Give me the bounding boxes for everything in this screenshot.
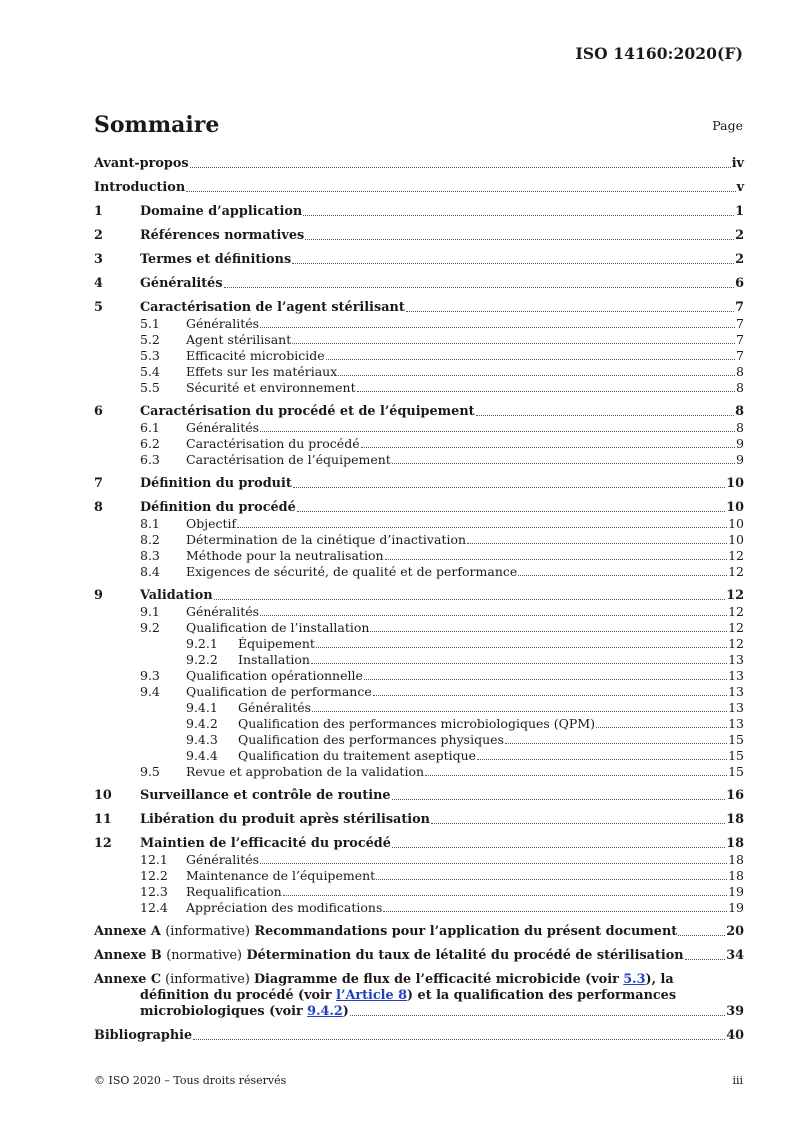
page-column-label: Page [712, 118, 743, 133]
toc-entry-title: Qualification de performance [186, 684, 372, 699]
toc-entry-number: 8.3 [140, 548, 160, 563]
dot-leader [305, 239, 734, 240]
toc-entry-title: Sécurité et environnement [186, 380, 356, 395]
toc-entry-title: Équipement [238, 636, 315, 651]
toc-entry[interactable] [94, 900, 744, 916]
toc-entry-number: 9.2.2 [186, 652, 218, 667]
toc-entry-title: Installation [238, 652, 310, 667]
annex-label: Annexe B [94, 948, 162, 963]
toc-entry-page: 7 [736, 316, 744, 331]
dot-leader [190, 167, 731, 168]
toc-entry-title: Efficacité microbicide [186, 348, 325, 363]
toc-entry[interactable] [94, 620, 744, 636]
toc-entry-page: 7 [735, 300, 744, 315]
dot-leader [224, 287, 735, 288]
toc-entry-title: Caractérisation de l’agent stérilisant [140, 300, 405, 315]
toc-entry-page: v [736, 180, 744, 195]
toc-entry-number: 5.3 [140, 348, 160, 363]
toc-entry-title: Qualification des performances physiques [238, 732, 504, 747]
bibliography-title: Bibliographie [94, 1028, 193, 1043]
toc-entry-page: 12 [726, 588, 744, 603]
toc-entry-page: 12 [728, 564, 744, 579]
toc-entry[interactable] [94, 788, 744, 804]
toc-entry-page: 10 [728, 532, 744, 547]
dot-leader [260, 615, 727, 616]
toc-entry-page: 8 [736, 380, 744, 395]
dot-leader [193, 1039, 725, 1040]
toc-entry-title: Caractérisation du procédé [186, 436, 360, 451]
dot-leader [293, 487, 725, 488]
toc-entry[interactable] [94, 436, 744, 452]
toc-entry[interactable] [94, 684, 744, 700]
toc-entry-number: 7 [94, 476, 103, 491]
toc-entry-title: Généralités [238, 700, 312, 715]
dot-leader [303, 215, 734, 216]
toc-entry-page: 8 [735, 404, 744, 419]
toc-entry-number: 12.3 [140, 884, 168, 899]
toc-entry-number: 8.1 [140, 516, 160, 531]
toc-entry-title: Termes et définitions [140, 252, 292, 267]
dot-leader [425, 775, 727, 776]
toc-entry-number: 6.1 [140, 420, 160, 435]
toc-entry[interactable] [94, 404, 744, 420]
toc-entry-number: 9.4 [140, 684, 160, 699]
dot-leader [476, 415, 735, 416]
toc-entry-title: Avant-propos [94, 156, 189, 171]
toc-entry-page: 7 [736, 332, 744, 347]
annex-page: 20 [726, 924, 744, 939]
toc-entry-page: 15 [728, 732, 744, 747]
toc-entry-title: Méthode pour la neutralisation [186, 548, 384, 563]
toc-entry-number: 9.3 [140, 668, 160, 683]
toc-entry[interactable] [94, 380, 744, 396]
toc-entry-page: 18 [728, 868, 744, 883]
dot-leader [406, 311, 734, 312]
toc-entry-page: 12 [728, 636, 744, 651]
dot-leader [237, 527, 727, 528]
toc-entry-page: 8 [736, 364, 744, 379]
link-9-4-2[interactable]: 9.4.2 [307, 1004, 343, 1019]
toc-entry-title: Requalification [186, 884, 282, 899]
toc-entry-number: 9.5 [140, 764, 160, 779]
toc-entry-page: 10 [726, 500, 744, 515]
dot-leader [316, 647, 727, 648]
toc-entry-number: 5.1 [140, 316, 160, 331]
toc-entry[interactable] [94, 252, 744, 268]
toc-entry[interactable] [94, 652, 744, 668]
dot-leader [596, 727, 727, 728]
bibliography-page: 40 [726, 1028, 744, 1043]
dot-leader [505, 743, 727, 744]
toc-entry[interactable] [94, 532, 744, 548]
dot-leader [518, 575, 727, 576]
toc-entry[interactable] [94, 732, 744, 748]
annex-kind: (informative) [165, 924, 250, 939]
toc-entry-page: 16 [726, 788, 744, 803]
toc-entry-title: Définition du produit [140, 476, 292, 491]
toc-entry-title: Généralités [140, 276, 223, 291]
toc-entry[interactable] [94, 276, 744, 292]
toc-entry-page: 12 [728, 604, 744, 619]
dot-leader [361, 447, 735, 448]
toc-entry[interactable] [94, 636, 744, 652]
toc-entry-title: Généralités [186, 604, 260, 619]
dot-leader [312, 711, 727, 712]
toc-entry-page: 18 [726, 812, 744, 827]
toc-entry-number: 6 [94, 404, 103, 419]
dot-leader [370, 631, 727, 632]
document-id: ISO 14160:2020(F) [575, 44, 743, 63]
toc-entry-page: 12 [728, 548, 744, 563]
annex-label: Annexe C [94, 972, 162, 987]
toc-entry[interactable] [94, 332, 744, 348]
dot-leader [376, 879, 727, 880]
toc-entry-title: Généralités [186, 852, 260, 867]
toc-entry-page: 13 [728, 652, 744, 667]
toc-entry-title: Qualification du traitement aseptique [238, 748, 477, 763]
toc-entry[interactable] [94, 748, 744, 764]
toc-entry-title: Références normatives [140, 228, 305, 243]
toc-entry[interactable] [94, 668, 744, 684]
toc-entry[interactable] [94, 764, 744, 780]
toc-entry-page: 18 [726, 836, 744, 851]
toc-entry-title: Définition du procédé [140, 500, 296, 515]
dot-leader [214, 599, 726, 600]
toc-entry[interactable] [94, 476, 744, 492]
dot-leader [311, 663, 727, 664]
dot-leader [260, 431, 735, 432]
annex-label: Annexe A [94, 924, 161, 939]
toc-entry-page: 7 [736, 348, 744, 363]
toc-entry-title: Caractérisation du procédé et de l’équipement [140, 404, 475, 419]
toc-entry-number: 8.2 [140, 532, 160, 547]
dot-leader [385, 559, 728, 560]
toc-entry-page: 2 [735, 228, 744, 243]
toc-entry-number: 9.2.1 [186, 636, 218, 651]
toc-entry-page: 15 [728, 764, 744, 779]
dot-leader [364, 679, 727, 680]
annex-page: 39 [726, 1004, 744, 1019]
toc-entry-page: 19 [728, 900, 744, 915]
toc-entry-page: 18 [728, 852, 744, 867]
annex-title-line3-end: ) [342, 1004, 349, 1019]
annex-title-line1: Diagramme de flux de l’efficacité microbicide (voir [253, 972, 624, 987]
toc-entry-title: Qualification des performances microbiologiques (QPM) [238, 716, 595, 731]
annex-kind: (normative) [166, 948, 243, 963]
toc-entry-page: iv [731, 156, 744, 171]
toc-entry-number: 9.1 [140, 604, 160, 619]
dot-leader [467, 543, 727, 544]
toc-entry-title: Qualification de l’installation [186, 620, 370, 635]
toc-entry-title: Revue et approbation de la validation [186, 764, 425, 779]
toc-entry-title: Maintien de l’efficacité du procédé [140, 836, 391, 851]
toc-entry[interactable] [94, 316, 744, 332]
toc-entry[interactable] [94, 348, 744, 364]
toc-entry-number: 4 [94, 276, 103, 291]
toc-entry-title: Introduction [94, 180, 186, 195]
page-title: Sommaire [94, 112, 220, 138]
toc-entry-number: 12.1 [140, 852, 168, 867]
toc-entry[interactable] [94, 300, 744, 316]
toc-entry-title: Généralités [186, 420, 260, 435]
bibliography-entry[interactable] [94, 1028, 744, 1044]
toc-entry-page: 1 [735, 204, 744, 219]
toc-entry-number: 5 [94, 300, 103, 315]
toc-entry-number: 12.4 [140, 900, 168, 915]
dot-leader [383, 911, 727, 912]
toc-entry-page: 12 [728, 620, 744, 635]
toc-entry-title: Effets sur les matériaux [186, 364, 338, 379]
toc-entry-number: 12.2 [140, 868, 168, 883]
toc-entry-page: 19 [728, 884, 744, 899]
toc-entry-page: 9 [736, 452, 744, 467]
toc-entry-page: 9 [736, 436, 744, 451]
toc-entry[interactable] [94, 500, 744, 516]
toc-entry-title: Appréciation des modifications [186, 900, 383, 915]
dot-leader [186, 191, 735, 192]
toc-entry-number: 1 [94, 204, 103, 219]
toc-entry-title: Caractérisation de l’équipement [186, 452, 391, 467]
annex-c-entry[interactable] [94, 972, 744, 1020]
dot-leader [260, 327, 735, 328]
toc-entry[interactable] [94, 700, 744, 716]
annex-title-punct: ), la [645, 972, 674, 987]
annex-title-line2: définition du procédé (voir [140, 988, 337, 1003]
toc-entry-number: 9.2 [140, 620, 160, 635]
toc-entry-number: 5.4 [140, 364, 160, 379]
link-5-3[interactable]: 5.3 [623, 972, 646, 987]
annex-title-line2-end: ) et la qualification des performances [407, 988, 677, 1003]
annex-kind: (informative) [165, 972, 250, 987]
dot-leader [292, 343, 735, 344]
toc-entry-page: 2 [735, 252, 744, 267]
footer-copyright: © ISO 2020 – Tous droits réservés [94, 1074, 287, 1087]
annex-b-entry[interactable] [94, 948, 744, 964]
toc-entry-page: 13 [728, 684, 744, 699]
toc-entry-number: 9.4.3 [186, 732, 218, 747]
toc-entry-number: 5.2 [140, 332, 160, 347]
toc-entry-title: Objectif [186, 516, 237, 531]
table-of-contents [94, 156, 744, 1044]
toc-entry-number: 9 [94, 588, 103, 603]
toc-entry-page: 13 [728, 668, 744, 683]
toc-entry[interactable] [94, 364, 744, 380]
dot-leader [283, 895, 727, 896]
toc-entry-page: 6 [735, 276, 744, 291]
toc-entry-number: 9.4.1 [186, 700, 218, 715]
dot-leader [431, 823, 725, 824]
toc-entry[interactable] [94, 548, 744, 564]
toc-entry-page: 8 [736, 420, 744, 435]
footer-page-number: iii [732, 1074, 743, 1087]
toc-entry-title: Surveillance et contrôle de routine [140, 788, 391, 803]
dot-leader [392, 799, 726, 800]
dot-leader [392, 847, 725, 848]
toc-entry-number: 9.4.2 [186, 716, 218, 731]
dot-leader [392, 463, 735, 464]
toc-entry[interactable] [94, 588, 744, 604]
toc-entry[interactable] [94, 868, 744, 884]
toc-entry[interactable] [94, 420, 744, 436]
toc-entry-title: Maintenance de l’équipement [186, 868, 376, 883]
dot-leader [292, 263, 734, 264]
dot-leader [678, 935, 725, 936]
dot-leader [260, 863, 727, 864]
toc-entry-page: 13 [728, 716, 744, 731]
toc-entry-number: 11 [94, 812, 112, 827]
annex-page: 34 [726, 948, 744, 963]
dot-leader [338, 375, 735, 376]
toc-entry[interactable] [94, 452, 744, 468]
toc-entry-number: 3 [94, 252, 103, 267]
toc-entry[interactable] [94, 836, 744, 852]
toc-entry-title: Généralités [186, 316, 260, 331]
toc-entry-page: 13 [728, 700, 744, 715]
toc-entry-number: 8.4 [140, 564, 160, 579]
link-article-8[interactable]: l’Article 8 [336, 988, 408, 1003]
toc-entry[interactable] [94, 852, 744, 868]
annex-a-entry[interactable] [94, 924, 744, 940]
annex-title: Détermination du taux de létalité du procédé de stérilisation [246, 948, 684, 963]
toc-entry-page: 10 [726, 476, 744, 491]
toc-entry-number: 9.4.4 [186, 748, 218, 763]
dot-leader [685, 959, 726, 960]
toc-entry-page: 10 [728, 516, 744, 531]
toc-entry-title: Exigences de sécurité, de qualité et de performance [186, 564, 518, 579]
toc-entry[interactable] [94, 812, 744, 828]
toc-entry-page: 15 [728, 748, 744, 763]
dot-leader [297, 511, 725, 512]
dot-leader [357, 391, 735, 392]
toc-entry[interactable] [94, 564, 744, 580]
toc-entry[interactable] [94, 716, 744, 732]
toc-entry-number: 5.5 [140, 380, 160, 395]
toc-entry[interactable] [94, 228, 744, 244]
annex-title-line3: microbiologiques (voir [140, 1004, 308, 1019]
toc-entry-title: Domaine d’application [140, 204, 303, 219]
dot-leader [350, 1015, 725, 1016]
toc-entry-number: 6.2 [140, 436, 160, 451]
toc-entry-number: 8 [94, 500, 103, 515]
toc-entry-number: 6.3 [140, 452, 160, 467]
dot-leader [373, 695, 727, 696]
toc-entry-number: 2 [94, 228, 103, 243]
dot-leader [326, 359, 735, 360]
toc-entry[interactable] [94, 180, 744, 196]
toc-entry[interactable] [94, 604, 744, 620]
dot-leader [477, 759, 727, 760]
toc-entry[interactable] [94, 156, 744, 172]
toc-entry-number: 10 [94, 788, 112, 803]
toc-entry[interactable] [94, 884, 744, 900]
annex-title: Recommandations pour l’application du présent document [254, 924, 678, 939]
toc-entry-title: Qualification opérationnelle [186, 668, 363, 683]
toc-entry[interactable] [94, 204, 744, 220]
toc-entry-number: 12 [94, 836, 112, 851]
toc-entry-title: Validation [140, 588, 213, 603]
toc-entry-title: Libération du produit après stérilisation [140, 812, 430, 827]
toc-entry-title: Détermination de la cinétique d’inactivation [186, 532, 467, 547]
toc-entry-title: Agent stérilisant [186, 332, 292, 347]
toc-entry[interactable] [94, 516, 744, 532]
